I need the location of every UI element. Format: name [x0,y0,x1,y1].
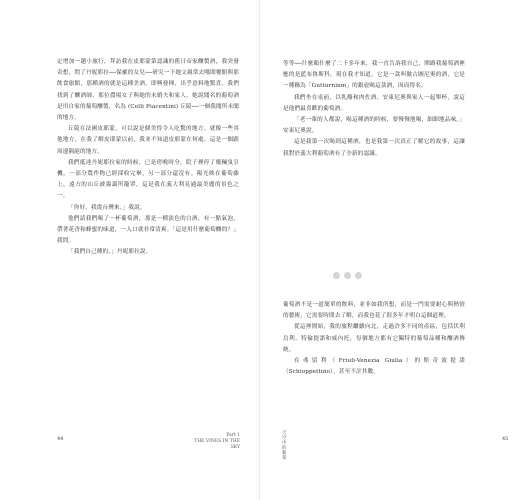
paragraph: 「你好，我從台灣來。」我說。 [68,204,146,211]
running-head-part: Part 1 [226,433,240,438]
ornament-dot [355,272,362,279]
left-text-block [57,57,239,259]
paragraph: 他們請我們喝了一杯葡萄酒，那是一種淡色的白酒，有一點氣泡，帶著花香和蜂蜜的味道，一入口就非常清爽。「這是用什麼葡萄釀的？」我問。 [57,215,239,245]
paragraph: 「我們自己種的。」丹妮耶拉說。 [68,249,152,256]
paragraph: 葡萄酒不是一道簡單的飲料，並非如我所想，而是一門需要耐心與熱情的藝術，它需要時間去了解，而我也花了很多年才明白這個道理。 [283,302,465,320]
section-break-ornament [333,272,393,280]
paragraph: 這是我第一次喝到這種酒，也是我第一次真正了解它的故事，這讓我對於義大利葡萄酒有了全新的認識。 [283,139,465,157]
page-number: 44 [57,436,64,442]
running-head: 天空中的葡萄 [282,431,287,461]
paragraph: 我們抵達丹妮耶拉家的時候，已是傍晚時分，院子裡停了幾輛曳引機，一部分農作物已經採收完畢，另一部分還沒有。陽光映在葡萄藤上，遠方的山丘被霧靄所籠罩，這是我在義大利見過最美麗的景色之一。 [57,159,239,200]
paragraph: 在弗留利（Friuli-Venezia Giulia）的斯奇波提諾（Schioppettino），甚至不計其數。 [283,358,465,376]
page-number: 45 [502,436,509,442]
paragraph: 丘陵在法國皮耶蒙，可以說是個美得令人吃驚的地方。就像一些其他地方，在我了解皮耶蒙以前，我並不知道皮耶蒙在何處。這是一個跟周邊隔絕的地方。 [57,126,239,155]
paragraph: 等等──什麼顏什麼了二十多年來，我一直告訴我自己，開路我葡萄酒裡應的是藍布魯斯科，現在我才知道，它是一款叫做古圖尼奧的酒，它是一種稱為「Gutturnium」的銀壺喝這款酒，因而得名。 [283,61,465,90]
ornament-dot [344,272,351,279]
paragraph: 定增加一趟小旅行，拜訪我在皮耶蒙第認識的舊日帝家釀製酒，我突發奇想，問了丹妮耶拉──保羅的女兒──研究一下她父親常去哪間餐館與那飲食旅館，那種酒的就是這種美酒，即興發揮，出乎意料地驚喜。我們找到了釀酒師，那位農場女子與她的未婚夫和家人，她說聞名的葡萄酒是用自家的葡萄釀製，名為 (Colli Piacentini) 丘陵──一個我聞所未聞的地方。 [57,59,239,122]
right-text-block-lower [283,300,465,378]
right-text-block [283,59,465,160]
paragraph: 「老一輩的人都說，喝這種酒的時候，要慢慢地喝，細細地品味。」安東尼奧說。 [283,117,465,135]
running-head-title: THE VINES IN THE SKY [194,439,240,450]
running-head [190,433,240,451]
right-page [260,0,520,500]
paragraph: 我們坐在桌前，以乳酪和肉佐酒，安東尼奧與家人一起舉杯，說這是他們最喜歡的葡萄酒。 [283,94,465,112]
ornament-dot [333,272,340,279]
paragraph: 從這裡開始，我的旅程繼續向北，走過許多不同的產區，包括伏利烏利、特倫提諾和威內托，每個地方都有它獨特的葡萄品種和釀酒傳統。 [283,324,465,353]
